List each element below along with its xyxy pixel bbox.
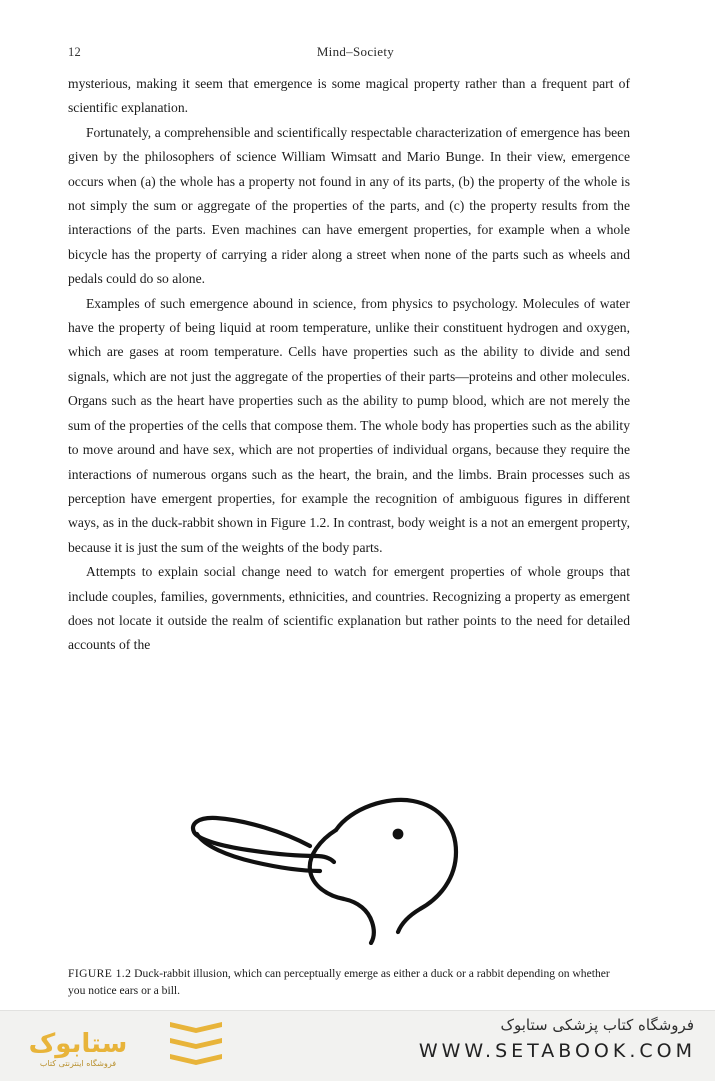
brand-name-fa: ستابوک [28, 1029, 128, 1059]
paragraph: Examples of such emergence abound in science, from physics to psychology. Molecules of water have the property of being liquid at room temperature, unlike their constituent hydrogen and oxygen, which are gases at room temperature. Cells have properties such as the ability to divide and send signals, which are not just the aggregate of the properties of their parts—proteins and other molecules. Organs such as the heart have properties such as the ability to pump blood, which are not merely the sum of the properties of the cells that compose them. The whole body has properties such as the ability to move around and have sex, which are not properties of individual organs, because they require the interactions of numerous organs such as the heart, the brain, and the limbs. Brain processes such as perception have emergent properties, for example the recognition of ambiguous figures in different ways, as in the duck-rabbit shown in Figure 1.2. In contrast, body weight is a not an emergent property, because it is just the sum of the weights of the body parts. [68, 295, 630, 555]
figure-label: FIGURE 1.2 [68, 967, 132, 980]
chevron-logo-icon [170, 1022, 222, 1068]
watermark-text [360, 1016, 700, 1062]
body-text [68, 72, 630, 658]
paragraph: mysterious, making it seem that emergence is some magical property rather than a frequent part of scientific explanation. [68, 76, 630, 116]
page-header [68, 44, 648, 60]
paragraph: Fortunately, a comprehensible and scientifically respectable characterization of emergence has been given by the philosophers of science William Wimsatt and Mario Bunge. In their view, emergence occurs when (a) the whole has a property not found in any of its parts, (b) the property of the whole is not simply the sum or aggregate of the properties of the parts, and (c) the property results from the interactions of the parts. Even machines can have emergent properties, for example when a whole bicycle has the property of carrying a rider along a street when none of the parts such as wheels and pedals could do so alone. [68, 124, 630, 287]
paragraph: Attempts to explain social change need to watch for emergent properties of whole groups that include couples, families, governments, ethnicities, and countries. Recognizing a property as emergent does not locate it outside the realm of scientific explanation but rather points to the need for detailed accounts of the [68, 564, 630, 653]
brand-logo [18, 1018, 138, 1070]
watermark-url: WWW.SETABOOK.COM [418, 1040, 696, 1062]
figure-caption [68, 966, 630, 999]
brand-subtitle-fa: فروشگاه اینترنتی کتاب [39, 1059, 117, 1068]
watermark-tagline-fa: فروشگاه کتاب پزشکی ستابوک [500, 1016, 694, 1034]
figure-caption-text: Duck-rabbit illusion, which can perceptually emerge as either a duck or a rabbit depending on whether you notice ears or a bill. [68, 967, 610, 997]
page-number: 12 [68, 45, 81, 59]
duck-rabbit-illusion-drawing [188, 770, 518, 945]
running-head: Mind–Society [316, 44, 395, 59]
figure-image [68, 770, 630, 950]
